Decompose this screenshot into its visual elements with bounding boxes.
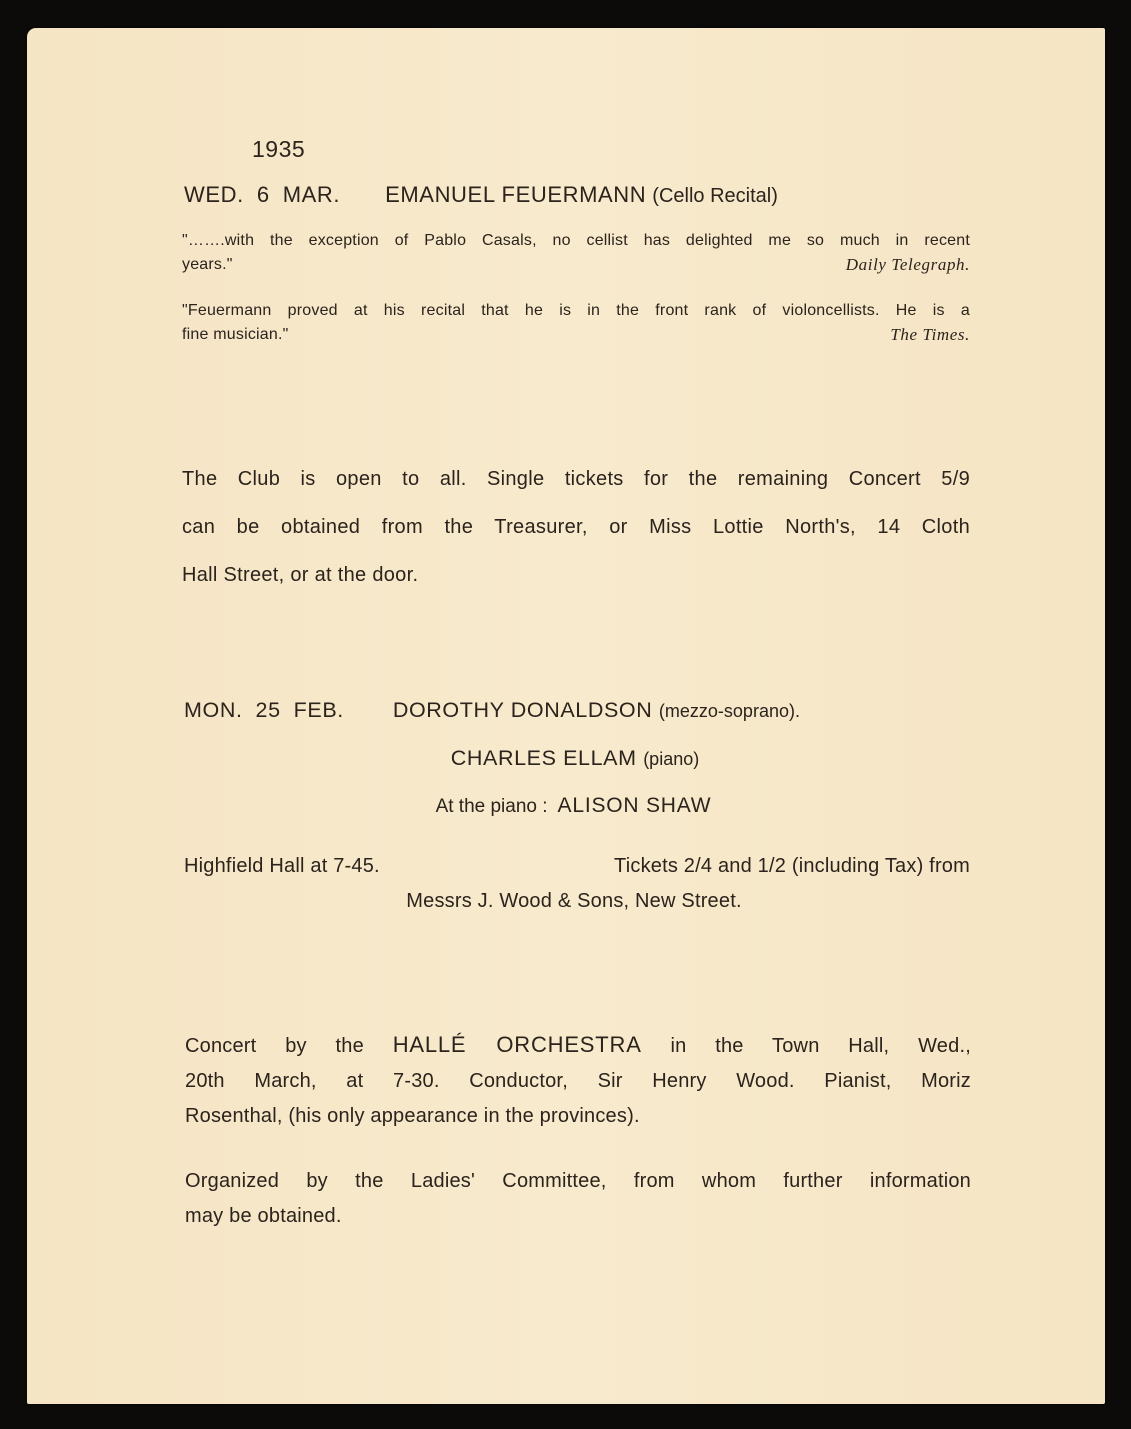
event-artist: EMANUEL FEUERMANN — [385, 182, 647, 207]
event-day: MON. — [184, 698, 243, 722]
event-month: MAR. — [282, 182, 341, 207]
club-notice — [182, 455, 970, 599]
review-quote — [182, 229, 970, 277]
event-day-number: 25 — [255, 698, 281, 722]
club-notice-line: Hall Street, or at the door. — [182, 564, 419, 586]
review-source: The Times. — [890, 325, 970, 344]
club-notice-line: The Club is open to all. Single tickets for the remaining Concert 5/9 — [182, 468, 970, 490]
event-donaldson-heading — [184, 698, 800, 723]
review-text-line: "…….with the exception of Pablo Casals, no cellist has delighted me so much in recent — [182, 232, 970, 249]
venue: Highfield Hall at 7-45. — [184, 855, 380, 877]
halle-notice-line — [185, 1027, 971, 1064]
halle-text: Concert by the — [185, 1035, 364, 1057]
event-month: FEB. — [293, 698, 344, 722]
event-description: (Cello Recital) — [652, 185, 778, 207]
ticket-prices: Tickets 2/4 and 1/2 (including Tax) from — [614, 855, 970, 877]
programme-card — [27, 28, 1105, 1404]
accompanist-line — [27, 794, 1105, 818]
event-date — [184, 698, 357, 722]
review-text-line: fine musician." — [182, 326, 289, 343]
venue-tickets-line — [184, 855, 970, 878]
year-heading: 1935 — [252, 136, 306, 162]
halle-text: in the Town Hall, Wed., — [670, 1035, 971, 1057]
organizer-notice-line: Organized by the Ladies' Committee, from whom further information — [185, 1170, 971, 1192]
review-source: Daily Telegraph. — [845, 255, 970, 274]
orchestra-name: HALLÉ ORCHESTRA — [392, 1032, 642, 1057]
organizer-notice-line: may be obtained. — [185, 1205, 342, 1227]
halle-notice-line: Rosenthal, (his only appearance in the provinces). — [185, 1105, 640, 1127]
second-artist — [27, 746, 1105, 771]
artist-role: (mezzo-soprano). — [658, 701, 800, 721]
event-date — [184, 182, 353, 208]
event-day: WED. — [184, 182, 244, 207]
halle-notice-line: 20th March, at 7-30. Conductor, Sir Henry Wood. Pianist, Moriz — [185, 1070, 971, 1092]
review-text-line: "Feuermann proved at his recital that he is in the front rank of violoncellists. He is a — [182, 302, 970, 319]
review-quote — [182, 299, 970, 347]
organizer-notice — [185, 1164, 971, 1234]
accompanist-label: At the piano : — [435, 796, 548, 817]
event-artist: CHARLES ELLAM — [450, 746, 637, 770]
event-artist: DOROTHY DONALDSON — [392, 698, 653, 722]
event-feuermann-heading — [184, 182, 778, 208]
ticket-agent: Messrs J. Wood & Sons, New Street. — [406, 890, 742, 912]
review-text-line: years." — [182, 256, 233, 273]
event-day-number: 6 — [256, 182, 270, 207]
halle-notice — [185, 1027, 971, 1134]
artist-role: (piano) — [643, 749, 700, 769]
accompanist-name: ALISON SHAW — [557, 794, 712, 817]
club-notice-line: can be obtained from the Treasurer, or Miss Lottie North's, 14 Cloth — [182, 516, 970, 538]
